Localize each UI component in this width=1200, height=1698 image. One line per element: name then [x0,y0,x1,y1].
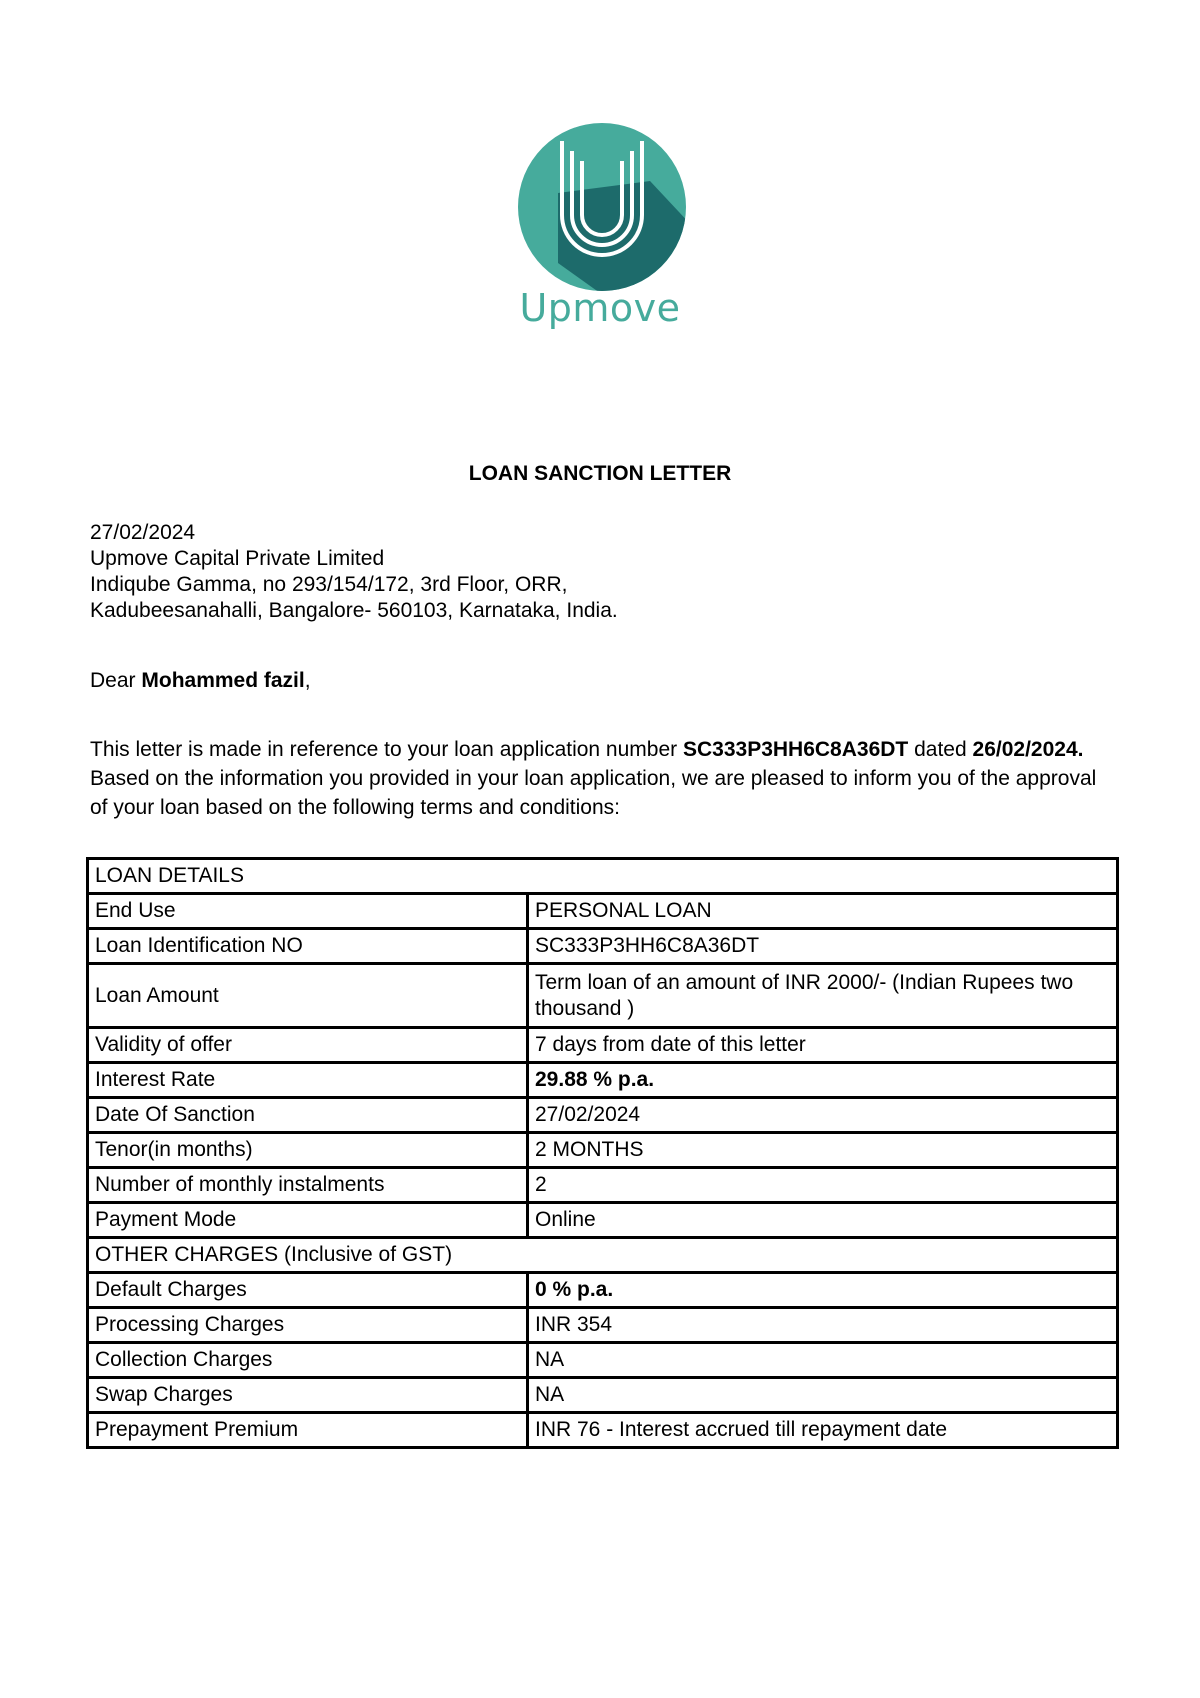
company-name: Upmove Capital Private Limited [90,547,385,570]
row-label: Payment Mode [88,1203,528,1238]
row-label: Validity of offer [88,1028,528,1063]
row-value: 27/02/2024 [528,1098,1118,1133]
salutation-comma: , [304,669,311,692]
table-row [88,1378,1118,1413]
intro-text-1: This letter is made in reference to your loan application number [90,738,678,761]
letter-title: LOAN SANCTION LETTER [468,462,732,485]
row-value: 7 days from date of this letter [528,1028,1118,1063]
table-row [88,964,1118,1028]
table-row [88,1133,1118,1168]
recipient-name: Mohammed fazil [141,669,305,692]
application-date: 26/02/2024. [972,738,1084,761]
row-label: Loan Amount [88,964,528,1028]
row-label: Processing Charges [88,1308,528,1343]
row-value: INR 354 [528,1308,1118,1343]
letter-date: 27/02/2024 [90,521,196,544]
row-value: Online [528,1203,1118,1238]
table-row [88,1273,1118,1308]
row-value: SC333P3HH6C8A36DT [528,929,1118,964]
section-header: LOAN DETAILS [88,859,1118,894]
row-value [528,1063,1118,1098]
row-value: PERSONAL LOAN [528,894,1118,929]
interest-rate-value: 29.88 % p.a. [535,1068,655,1091]
address-line-2: Kadubeesanahalli, Bangalore- 560103, Karnataka, India. [90,599,618,622]
row-label: Loan Identification NO [88,929,528,964]
address-line-1: Indiqube Gamma, no 293/154/172, 3rd Floor, ORR, [90,573,568,596]
row-label: Collection Charges [88,1343,528,1378]
row-label: Default Charges [88,1273,528,1308]
sender-block [90,520,618,624]
section-header: OTHER CHARGES (Inclusive of GST) [88,1238,1118,1273]
row-value: Term loan of an amount of INR 2000/- (Indian Rupees two thousand ) [528,964,1118,1028]
brand-name: Upmove [519,286,681,330]
row-value: NA [528,1378,1118,1413]
table-row [88,1203,1118,1238]
row-label: Number of monthly instalments [88,1168,528,1203]
row-label: Tenor(in months) [88,1133,528,1168]
table-row [88,1098,1118,1133]
row-value: NA [528,1343,1118,1378]
loan-details-table [86,857,1119,1449]
row-value: 2 [528,1168,1118,1203]
table-row [88,1063,1118,1098]
table-row [88,1343,1118,1378]
default-charges-value: 0 % p.a. [535,1278,614,1301]
row-value: 2 MONTHS [528,1133,1118,1168]
row-value: INR 76 - Interest accrued till repayment date [528,1413,1118,1448]
table-row [88,1308,1118,1343]
row-label: Swap Charges [88,1378,528,1413]
intro-text-3: Based on the information you provided in your loan application, we are pleased to inform you of the approval of your loan based on the following terms and conditions: [90,767,1097,819]
greeting [90,669,311,693]
section-header-row [88,1238,1118,1273]
row-label: Date Of Sanction [88,1098,528,1133]
table-row [88,1413,1118,1448]
application-number: SC333P3HH6C8A36DT [682,738,909,761]
row-label: End Use [88,894,528,929]
upmove-logo-icon [518,123,686,291]
table-row [88,929,1118,964]
section-header-row [88,859,1118,894]
salutation: Dear [90,669,136,692]
intro-text-2: dated [914,738,967,761]
table-row [88,1028,1118,1063]
table-row [88,1168,1118,1203]
row-label: Interest Rate [88,1063,528,1098]
intro-paragraph [90,735,1115,822]
table-row [88,894,1118,929]
row-label: Prepayment Premium [88,1413,528,1448]
row-value [528,1273,1118,1308]
